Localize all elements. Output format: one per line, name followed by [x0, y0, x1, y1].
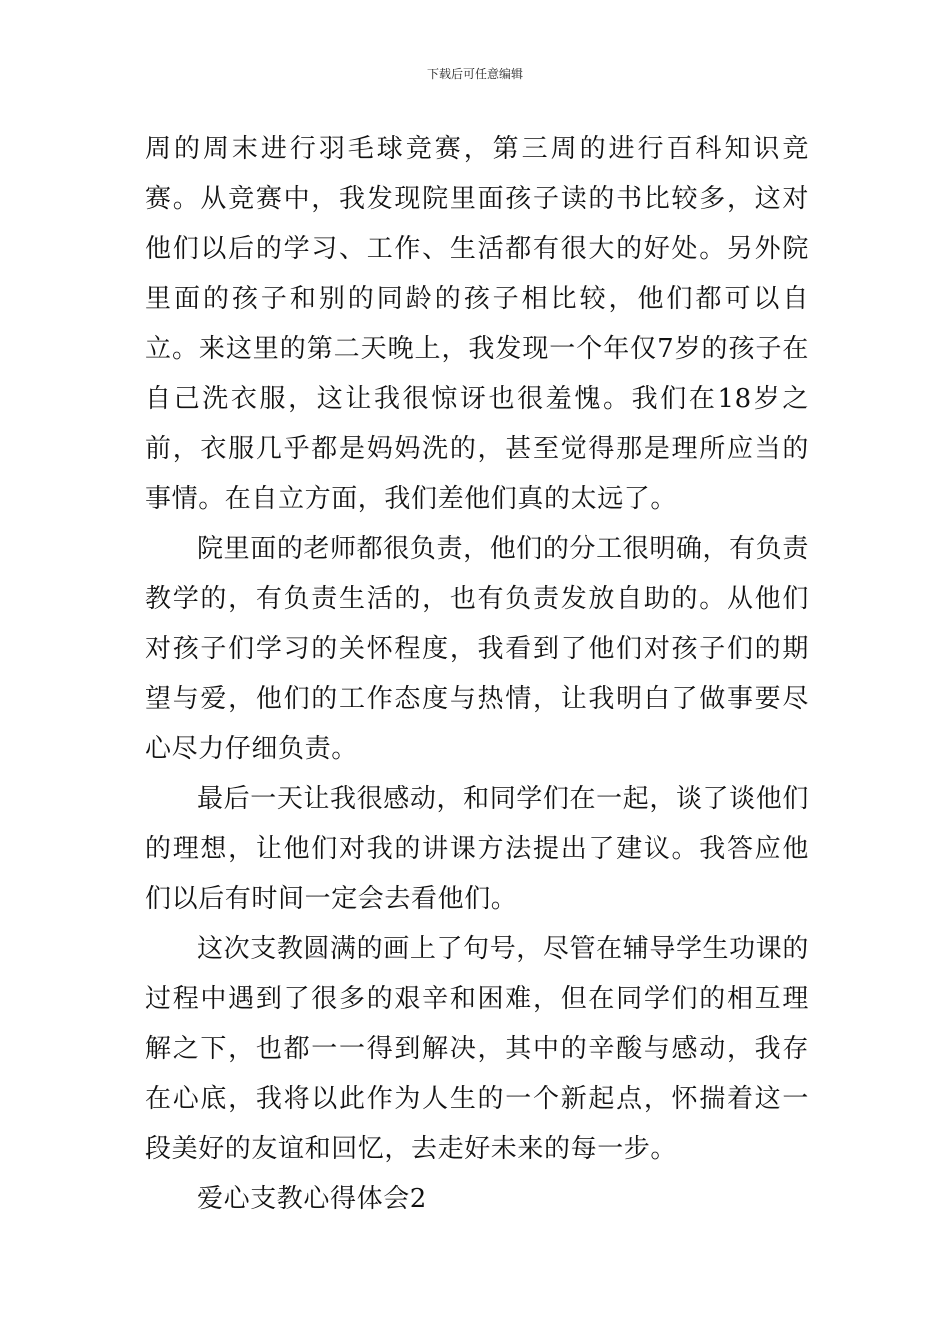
paragraph-teachers: 院里面的老师都很负责，他们的分工很明确，有负责教学的，有负责生活的，也有负责发放自助的。从他们对孩子们学习的关怀程度，我看到了他们对孩子们的期望与爱，他们的工作态度与热情，让我明白了做事要尽心尽力仔细负责。	[145, 534, 809, 764]
document-body	[145, 124, 809, 1224]
paragraph-continuation: 周的周末进行羽毛球竞赛，第三周的进行百科知识竞赛。从竞赛中，我发现院里面孩子读的书比较多，这对他们以后的学习、工作、生活都有很大的好处。另外院里面的孩子和别的同龄的孩子相比较，他们都可以自立。来这里的第二天晚上，我发现一个年仅7岁的孩子在自己洗衣服，这让我很惊讶也很羞愧。我们在18岁之前，衣服几乎都是妈妈洗的，甚至觉得那是理所应当的事情。在自立方面，我们差他们真的太远了。	[145, 134, 809, 514]
paragraph-conclusion: 这次支教圆满的画上了句号，尽管在辅导学生功课的过程中遇到了很多的艰辛和困难，但在同学们的相互理解之下，也都一一得到解决，其中的辛酸与感动，我存在心底，我将以此作为人生的一个新起点，怀揣着这一段美好的友谊和回忆，去走好未来的每一步。	[145, 934, 809, 1164]
section-heading: 爱心支教心得体会2	[197, 1184, 427, 1214]
paragraph-last-day: 最后一天让我很感动，和同学们在一起，谈了谈他们的理想，让他们对我的讲课方法提出了建议。我答应他们以后有时间一定会去看他们。	[145, 784, 809, 914]
page-header-note: 下载后可任意编辑	[426, 67, 523, 81]
